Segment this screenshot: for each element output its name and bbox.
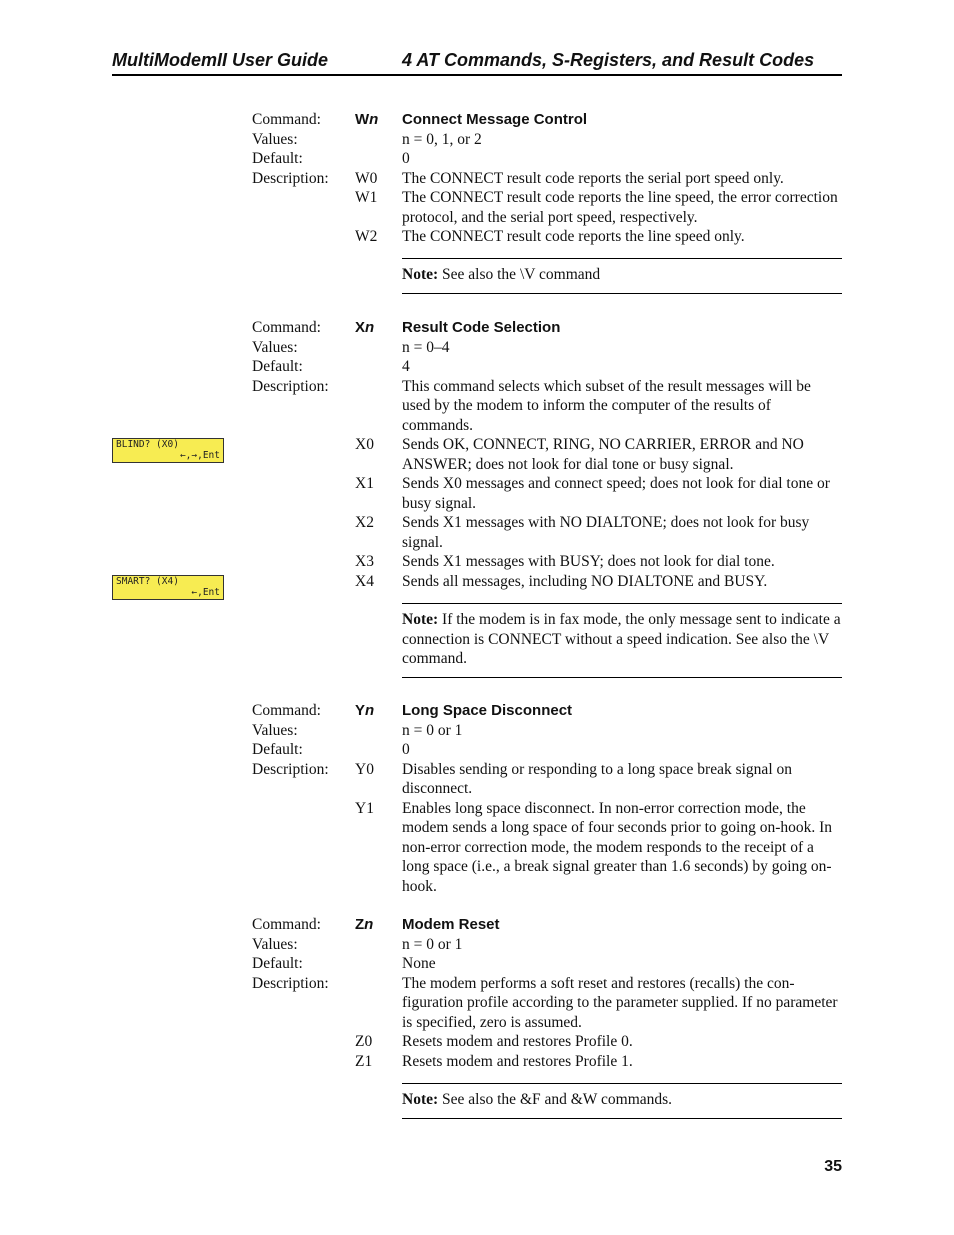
note-label: Note: bbox=[402, 266, 439, 283]
option-code: Z0 bbox=[355, 1033, 373, 1050]
note-text: If the modem is in fax mode, the only message sent to indicate a connection is CONNECT without a speed indication. See also the \V command. bbox=[402, 611, 841, 667]
default-label: Default: bbox=[252, 150, 303, 167]
option-code: X2 bbox=[355, 514, 374, 531]
values-label: Values: bbox=[252, 721, 298, 739]
description-label: Description: bbox=[252, 377, 329, 395]
header-chapter-title: 4 AT Commands, S-Registers, and Result Codes bbox=[402, 50, 815, 70]
option-text: The CONNECT result code reports the line speed, the error correction protocol, and the serial port speed, respectively. bbox=[402, 189, 838, 226]
default-label: Default: bbox=[252, 741, 303, 758]
lcd-display-blind bbox=[112, 438, 224, 463]
command-label: Command: bbox=[252, 916, 321, 933]
note-box bbox=[402, 258, 842, 294]
option-code: W1 bbox=[355, 189, 378, 206]
command-label: Command: bbox=[252, 319, 321, 336]
option-code: Y1 bbox=[355, 799, 374, 817]
option-text: Sends X0 messages and connect speed; does not look for dial tone or busy signal. bbox=[402, 475, 830, 512]
command-title: Modem Reset bbox=[402, 916, 500, 933]
values-text: n = 0 or 1 bbox=[402, 935, 463, 953]
option-text: Resets modem and restores Profile 0. bbox=[402, 1033, 633, 1050]
values-label: Values: bbox=[252, 130, 298, 148]
command-title: Connect Message Control bbox=[402, 111, 588, 128]
default-label: Default: bbox=[252, 358, 303, 375]
note-box bbox=[402, 1083, 842, 1119]
option-code: X1 bbox=[355, 475, 374, 492]
option-code: Y0 bbox=[355, 760, 374, 778]
option-code: W2 bbox=[355, 228, 378, 245]
command-name: Xn bbox=[355, 319, 375, 336]
option-text: Sends X1 messages with BUSY; does not look for dial tone. bbox=[402, 553, 775, 570]
default-text: None bbox=[402, 955, 436, 972]
values-text: n = 0, 1, or 2 bbox=[402, 130, 482, 148]
note-box bbox=[402, 603, 842, 678]
lcd-line-1: SMART? (X4) bbox=[116, 576, 179, 587]
option-text: Disables sending or responding to a long space break signal on disconnect. bbox=[402, 760, 792, 797]
option-text: Sends OK, CONNECT, RING, NO CARRIER, ERROR and NO ANSWER; does not look for dial tone or busy signal. bbox=[402, 436, 804, 473]
description-label: Description: bbox=[252, 169, 329, 187]
description-label: Description: bbox=[252, 974, 329, 992]
command-name: Wn bbox=[355, 111, 379, 128]
option-text: The CONNECT result code reports the line speed only. bbox=[402, 228, 745, 245]
lcd-display-smart bbox=[112, 575, 224, 600]
lcd-line-2: ←,→,Ent bbox=[179, 449, 220, 461]
default-label: Default: bbox=[252, 955, 303, 972]
option-text: The CONNECT result code reports the serial port speed only. bbox=[402, 169, 784, 187]
command-name: Yn bbox=[355, 702, 375, 719]
values-text: n = 0 or 1 bbox=[402, 721, 463, 739]
command-name: Zn bbox=[355, 916, 374, 933]
option-code: W0 bbox=[355, 169, 378, 187]
command-title: Long Space Disconnect bbox=[402, 702, 573, 719]
lcd-line-2: ←,Ent bbox=[191, 586, 220, 598]
default-text: 0 bbox=[402, 150, 410, 167]
lcd-line-1: BLIND? (X0) bbox=[116, 439, 179, 450]
option-code: Z1 bbox=[355, 1052, 373, 1070]
values-text: n = 0–4 bbox=[402, 338, 450, 356]
note-text: See also the \V command bbox=[442, 266, 601, 283]
description-text: The modem performs a soft reset and restores (recalls) the con- figuration profile according to the parameter supplied. If no parameter is specified, zero is assumed. bbox=[402, 974, 838, 1031]
values-label: Values: bbox=[252, 935, 298, 953]
description-label: Description: bbox=[252, 760, 329, 778]
option-code: X3 bbox=[355, 553, 374, 570]
values-label: Values: bbox=[252, 338, 298, 356]
description-text: This command selects which subset of the result messages will be used by the modem to inform the computer of the results of commands. bbox=[402, 377, 811, 434]
option-text: Resets modem and restores Profile 1. bbox=[402, 1052, 633, 1070]
note-label: Note: bbox=[402, 1091, 439, 1108]
header-guide-title: MultiModemII User Guide bbox=[112, 50, 329, 70]
page-number: 35 bbox=[824, 1158, 842, 1175]
note-label: Note: bbox=[402, 611, 439, 628]
command-label: Command: bbox=[252, 111, 321, 128]
option-text: Sends X1 messages with NO DIALTONE; does not look for busy signal. bbox=[402, 514, 810, 551]
default-text: 4 bbox=[402, 358, 410, 375]
default-text: 0 bbox=[402, 741, 410, 758]
note-text: See also the &F and &W commands. bbox=[442, 1091, 673, 1108]
option-code: X0 bbox=[355, 436, 374, 453]
option-code: X4 bbox=[355, 572, 374, 590]
option-text: Sends all messages, including NO DIALTONE and BUSY. bbox=[402, 572, 768, 590]
command-title: Result Code Selection bbox=[402, 319, 561, 336]
option-text: Enables long space disconnect. In non-error correction mode, the modem sends a long space of four seconds prior to going on-hook. In non-error correction mode, the modem responds to the receipt of a long space (i.e., a break signal greater than 1.6 seconds) by going on-hook. bbox=[402, 799, 833, 895]
page-header bbox=[112, 48, 842, 76]
command-label: Command: bbox=[252, 702, 321, 719]
